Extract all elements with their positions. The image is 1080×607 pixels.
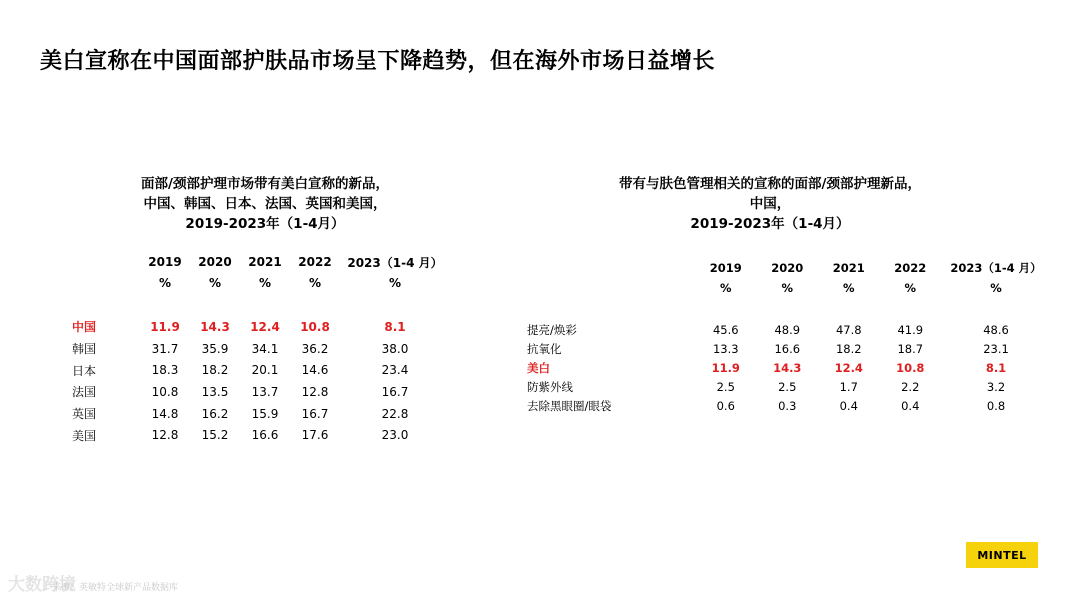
- cell-value: 10.8: [896, 360, 925, 375]
- cell-value: 31.7: [151, 341, 179, 356]
- cell-value: 22.8: [381, 406, 409, 421]
- cell-value: 13.3: [712, 341, 739, 356]
- cell-value: 11.9: [711, 360, 740, 375]
- cell-value: 18.3: [151, 363, 179, 378]
- row-label: 抗氧化: [527, 341, 562, 356]
- cell-value: 45.6: [712, 322, 739, 337]
- column-header: 2019: [148, 255, 182, 269]
- cell-value: 14.3: [773, 360, 802, 375]
- cell-value: 48.9: [774, 322, 801, 337]
- unit-label: %: [719, 281, 732, 295]
- cell-value: 20.1: [251, 363, 279, 378]
- cell-value: 0.6: [716, 399, 735, 414]
- cell-value: 3.2: [986, 380, 1006, 395]
- cell-value: 8.1: [985, 360, 1007, 375]
- right-title-line-1: 带有与肤色管理相关的宣称的面部/颈部护理新品，: [619, 176, 921, 192]
- cell-value: 17.6: [301, 428, 329, 443]
- cell-value: 12.8: [301, 384, 329, 399]
- row-label: 韩国: [72, 342, 97, 357]
- cell-value: 11.9: [150, 319, 180, 334]
- cell-value: 15.2: [201, 428, 229, 443]
- left-title-line-1: 面部/颈部护理市场带有美白宣称的新品，: [141, 176, 389, 192]
- cell-value: 14.8: [151, 406, 179, 421]
- cell-value: 38.0: [381, 341, 409, 356]
- cell-value: 48.6: [983, 322, 1009, 337]
- left-data-table: [60, 252, 450, 446]
- row-label: 英国: [72, 407, 97, 422]
- left-title-line-2: 中国、韩国、日本、法国、英国和美国，: [143, 196, 387, 212]
- left-table-title: [100, 174, 430, 234]
- cell-value: 35.9: [201, 341, 229, 356]
- column-header: 2021: [832, 261, 865, 275]
- row-label: 防紫外线: [527, 380, 573, 395]
- slide-title: 美白宣称在中国面部护肤品市场呈下降趋势，但在海外市场日益增长: [40, 49, 716, 74]
- cell-value: 23.0: [381, 428, 409, 443]
- cell-value: 16.6: [774, 341, 801, 356]
- unit-label: %: [258, 276, 272, 290]
- cell-value: 2.2: [901, 380, 920, 395]
- left-header-row: [60, 252, 450, 272]
- cell-value: 1.7: [839, 380, 858, 395]
- cell-value: 0.3: [778, 399, 797, 414]
- right-title-line-3: 2019-2023年（1-4月）: [690, 216, 850, 232]
- table-row: [60, 381, 450, 403]
- cell-value: 41.9: [897, 322, 924, 337]
- cell-value: 18.7: [897, 341, 924, 356]
- unit-label: %: [990, 281, 1002, 295]
- row-label: 美国: [72, 428, 97, 443]
- cell-value: 18.2: [835, 341, 862, 356]
- column-header: 2020: [771, 261, 804, 275]
- unit-label: %: [842, 281, 855, 295]
- row-label: 中国: [72, 320, 97, 335]
- unit-label: %: [308, 276, 322, 290]
- unit-label: %: [781, 281, 794, 295]
- cell-value: 14.6: [301, 363, 329, 378]
- unit-label: %: [904, 281, 917, 295]
- unit-label: %: [158, 276, 172, 290]
- cell-value: 13.7: [251, 384, 279, 399]
- cell-value: 23.4: [381, 363, 409, 378]
- column-header: 2020: [198, 255, 232, 269]
- column-header: 2022: [894, 261, 927, 275]
- cell-value: 14.3: [200, 319, 230, 334]
- table-row: [60, 359, 450, 381]
- row-label: 法国: [72, 385, 97, 400]
- right-title-line-2: 中国，: [749, 196, 791, 212]
- column-header: 2023（1-4 月）: [950, 261, 1042, 275]
- cell-value: 23.1: [983, 341, 1009, 356]
- left-unit-row: [60, 272, 450, 294]
- row-label: 日本: [72, 363, 97, 378]
- right-data-table: [515, 258, 1051, 416]
- table-row: [515, 358, 1051, 377]
- cell-value: 12.4: [250, 319, 280, 334]
- cell-value: 12.8: [151, 428, 179, 443]
- right-header-row: [515, 258, 1051, 278]
- table-row: [515, 320, 1051, 339]
- cell-value: 47.8: [835, 322, 862, 337]
- cell-value: 0.4: [839, 399, 858, 414]
- cell-value: 2.5: [778, 380, 797, 395]
- row-label: 提亮/焕彩: [527, 322, 577, 337]
- table-row: [60, 316, 450, 338]
- column-header: 2019: [709, 261, 742, 275]
- table-row: [515, 339, 1051, 358]
- cell-value: 16.2: [201, 406, 229, 421]
- cell-value: 36.2: [301, 341, 329, 356]
- cell-value: 16.7: [381, 384, 409, 399]
- column-header: 2022: [298, 255, 332, 269]
- cell-value: 10.8: [151, 384, 179, 399]
- cell-value: 12.4: [834, 360, 863, 375]
- row-label: 美白: [527, 360, 550, 375]
- column-header: 2023（1-4 月）: [347, 255, 443, 270]
- cell-value: 0.4: [901, 399, 920, 414]
- unit-label: %: [208, 276, 222, 290]
- table-row: [60, 403, 450, 425]
- cell-value: 2.5: [716, 380, 735, 395]
- mintel-logo: MINTEL: [966, 542, 1038, 568]
- cell-value: 13.5: [201, 384, 229, 399]
- table-row: [515, 378, 1051, 397]
- cell-value: 0.8: [986, 399, 1006, 414]
- cell-value: 10.8: [300, 319, 330, 334]
- column-header: 2021: [248, 255, 282, 269]
- cell-value: 16.6: [251, 428, 279, 443]
- table-row: [60, 424, 450, 446]
- cell-value: 34.1: [251, 341, 279, 356]
- table-row: [515, 397, 1051, 416]
- unit-label: %: [388, 276, 402, 290]
- cell-value: 18.2: [201, 363, 229, 378]
- right-unit-row: [515, 278, 1051, 298]
- watermark: 大数跨境: [8, 575, 76, 595]
- cell-value: 15.9: [251, 406, 279, 421]
- left-title-line-3: 2019-2023年（1-4月）: [185, 216, 345, 232]
- cell-value: 8.1: [384, 319, 406, 334]
- row-label: 去除黑眼圈/眼袋: [527, 399, 612, 414]
- right-table-title: [580, 174, 960, 234]
- source-note: 来源：英敏特全球新产品数据库: [52, 583, 179, 593]
- cell-value: 16.7: [301, 406, 329, 421]
- table-row: [60, 338, 450, 360]
